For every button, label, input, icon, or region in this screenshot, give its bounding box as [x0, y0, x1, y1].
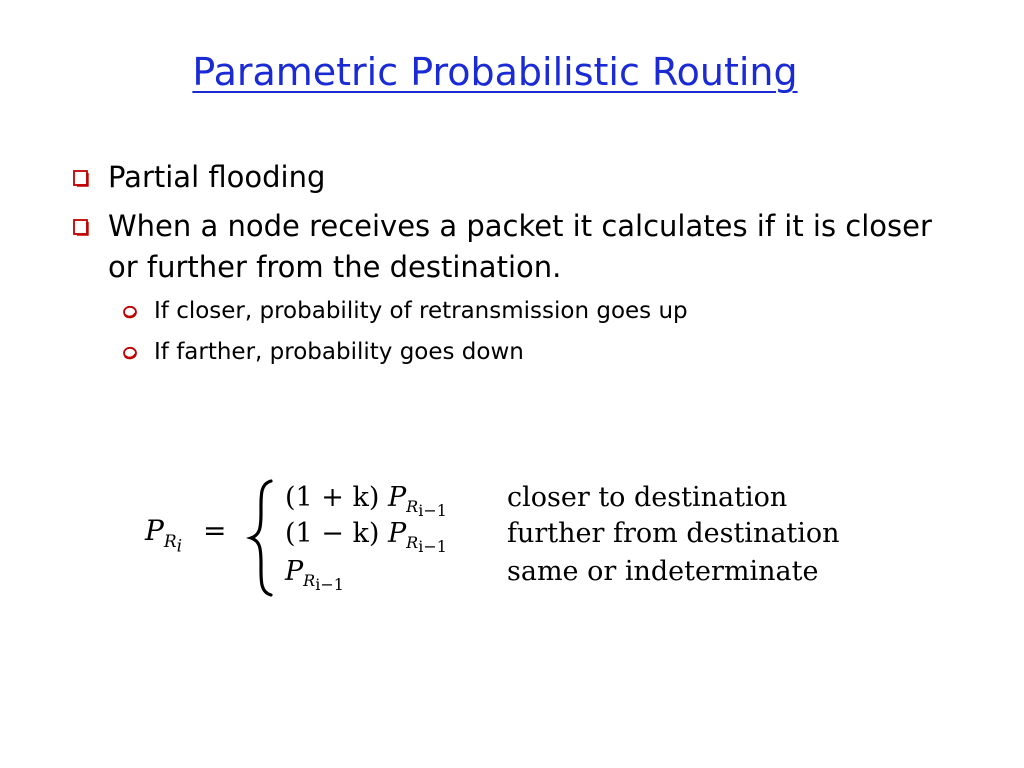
- left-brace-icon: [245, 478, 281, 598]
- bullet-item: [72, 206, 938, 288]
- case-condition: same or indeterminate: [507, 556, 819, 587]
- bullet-item: [72, 157, 938, 198]
- case-condition: further from destination: [507, 518, 840, 549]
- case-expression: (1 − k) $P_{R_{i-1}}$: [285, 518, 447, 557]
- case-condition: closer to destination: [507, 482, 788, 513]
- bullet-text: Partial flooding: [108, 160, 326, 194]
- round-bullet-icon: [122, 346, 138, 360]
- square-box-icon: [72, 168, 92, 188]
- formula-case-row: [285, 482, 825, 521]
- equals-sign: =: [203, 514, 227, 547]
- square-box-icon: [72, 217, 92, 237]
- case-expression: $P_{R_{i-1}}$: [285, 556, 344, 595]
- sub-bullet-text: If farther, probability goes down: [154, 339, 524, 365]
- case-expression: (1 + k) $P_{R_{i-1}}$: [285, 482, 447, 521]
- probability-formula: [145, 478, 840, 608]
- formula-case-row: [285, 518, 840, 557]
- bullet-text: When a node receives a packet it calculates if it is closer or further from the destination.: [108, 209, 932, 284]
- slide-title: Parametric Probabilistic Routing: [192, 50, 798, 94]
- formula-lhs: $P_{R_i}$ =: [145, 514, 227, 556]
- formula-case-row: [285, 556, 825, 595]
- sub-bullet-item: [122, 295, 688, 327]
- round-bullet-icon: [122, 305, 138, 319]
- sub-bullet-text: If closer, probability of retransmission goes up: [154, 298, 688, 324]
- sub-bullet-item: [122, 336, 524, 368]
